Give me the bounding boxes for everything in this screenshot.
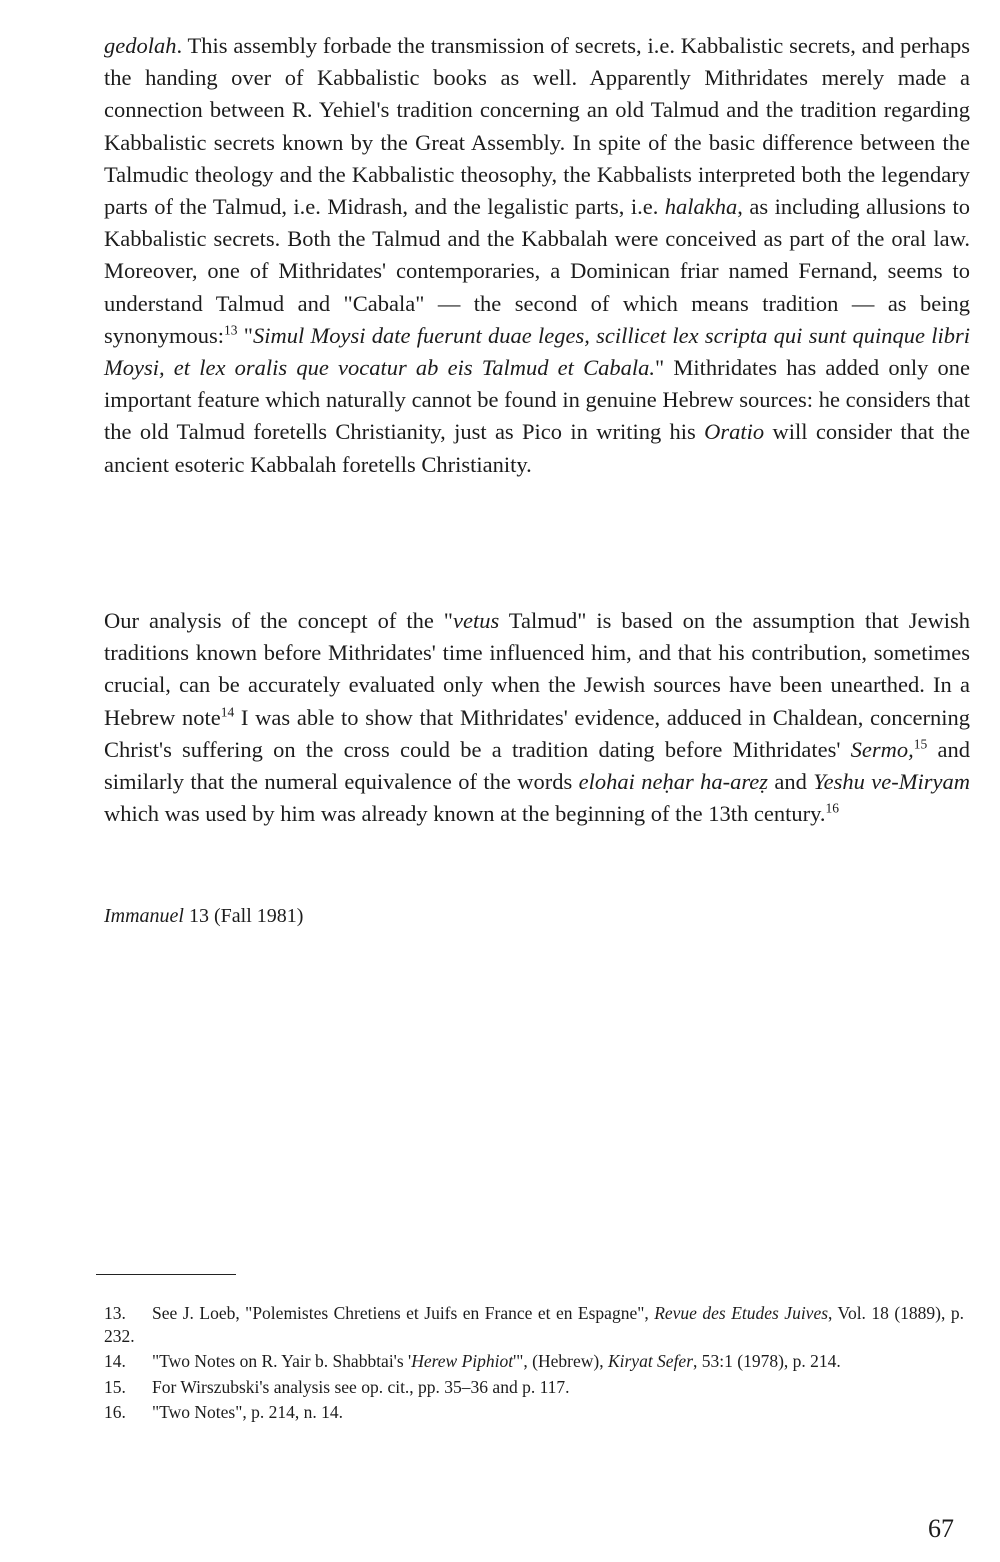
paragraph-1-text-a: . This assembly forbade the transmission of secrets, i.e. Kabbalistic secrets, and perhaps the handing over of Kabbalistic books as well. Apparently Mithridates merely made a connection between R. Yehiel's tradition concerning an old Talmud and the tradition regarding Kabbalistic secrets known by the Great Assembly. In spite of the basic difference between the Talmudic theology and the Kabbalistic theosophy, the Kabbalists interpreted both the legendary parts of the Talmud, i.e. Midrash, and the legalistic parts, i.e. (104, 33, 970, 220)
footnote-13 (104, 1302, 964, 1347)
footnote-15 (104, 1376, 964, 1399)
latin-quotation: Simul Moysi date fuerunt duae leges, scillicet lex scripta qui sunt quinque libri Moysi, et lex oralis que vocatur ab eis Talmud et Cabala. (104, 322, 970, 381)
footnote-number: 16. (104, 1402, 126, 1422)
paragraph-2-text-f: which was used by him was already known at the beginning of the 13th century. (104, 801, 826, 827)
journal-issue: 13 (Fall 1981) (183, 905, 304, 927)
footnote-work-title: Herew Piphiot (411, 1351, 514, 1371)
paragraph-2-text-b: Talmud" is based on the assumption that Jewish traditions known before Mithridates' time influenced him, and that his contribution, sometimes crucial, can be accurately evaluated only when the Jewish sources have been unearthed. In a Hebrew note (104, 608, 970, 730)
footnote-ref-13[interactable]: 13 (224, 322, 238, 338)
footnote-text: , 53:1 (1978), p. 214. (693, 1351, 841, 1371)
body-paragraph-1 (104, 30, 970, 481)
paragraph-1-text-d: will consider that the ancient esoteric Kabbalah foretells Christianity. (104, 419, 970, 477)
term-vetus: vetus (452, 608, 500, 633)
title-oratio: Oratio (704, 419, 765, 445)
term-elohai-nehar-ha-arez: elohai neḥar ha-areẓ (578, 769, 768, 795)
footnote-number: 13. (104, 1303, 126, 1323)
footnote-16 (104, 1401, 964, 1424)
journal-name: Immanuel (104, 905, 184, 927)
footnote-divider (96, 1274, 236, 1275)
footnote-journal-title: Revue des Etudes Juives (654, 1303, 829, 1323)
footnote-journal-title: Kiryat Sefer (607, 1351, 694, 1371)
paragraph-1-text-c: " Mithridates has added only one important feature which naturally cannot be found in genuine Hebrew sources: he considers that the old Talmud foretells Christianity, just as Pico in writing his (104, 355, 970, 445)
paragraph-2-text-e: and (767, 769, 814, 795)
paragraph-1-quote-open: " (237, 322, 253, 348)
footnote-text: , Vol. 18 (1889), p. 232. (104, 1303, 964, 1346)
title-sermo: Sermo, (850, 736, 914, 762)
paragraph-2-text-a: Our analysis of the concept of the " (104, 608, 453, 633)
footnote-text: For Wirszubski's analysis see op. cit., pp. 35–36 and p. 117. (152, 1376, 570, 1397)
footnote-ref-15[interactable]: 15 (913, 736, 928, 752)
page-number: 67 (928, 1514, 954, 1543)
term-halakha: halakha (664, 194, 738, 220)
footnote-text: "Two Notes", p. 214, n. 14. (152, 1402, 343, 1422)
footnote-14 (104, 1350, 964, 1373)
term-gedolah: gedolah (104, 33, 177, 58)
footnote-number: 15. (104, 1376, 126, 1397)
footnote-text: "Two Notes on R. Yair b. Shabbtai's ' (152, 1351, 412, 1371)
footnote-number: 14. (104, 1351, 126, 1371)
footnote-text: See J. Loeb, "Polemistes Chretiens et Juifs en France et en Espagne", (152, 1303, 655, 1323)
paragraph-2-text-c: I was able to show that Mithridates' evidence, adduced in Chaldean, concerning Christ's suffering on the cross could be a tradition dating before Mithridates' (104, 704, 970, 762)
footnotes-section (104, 1302, 964, 1427)
term-yeshu-ve-miryam: Yeshu ve-Miryam (813, 769, 970, 795)
source-citation (104, 902, 303, 930)
footnote-ref-14[interactable]: 14 (220, 704, 235, 720)
paragraph-2-text-d: and similarly that the numeral equivalence of the words (104, 736, 970, 795)
footnote-text: '", (Hebrew), (513, 1351, 608, 1371)
footnote-ref-16[interactable]: 16 (825, 800, 839, 816)
paragraph-1-text-b: , as including allusions to Kabbalistic secrets. Both the Talmud and the Kabbalah were conceived as part of the oral law. Moreover, one of Mithridates' contemporaries, a Dominican friar named Fernand, seems to understand Talmud and "Cabala" — the second of which means tradition — as being synonymous: (104, 194, 970, 348)
body-paragraph-2 (104, 605, 970, 830)
